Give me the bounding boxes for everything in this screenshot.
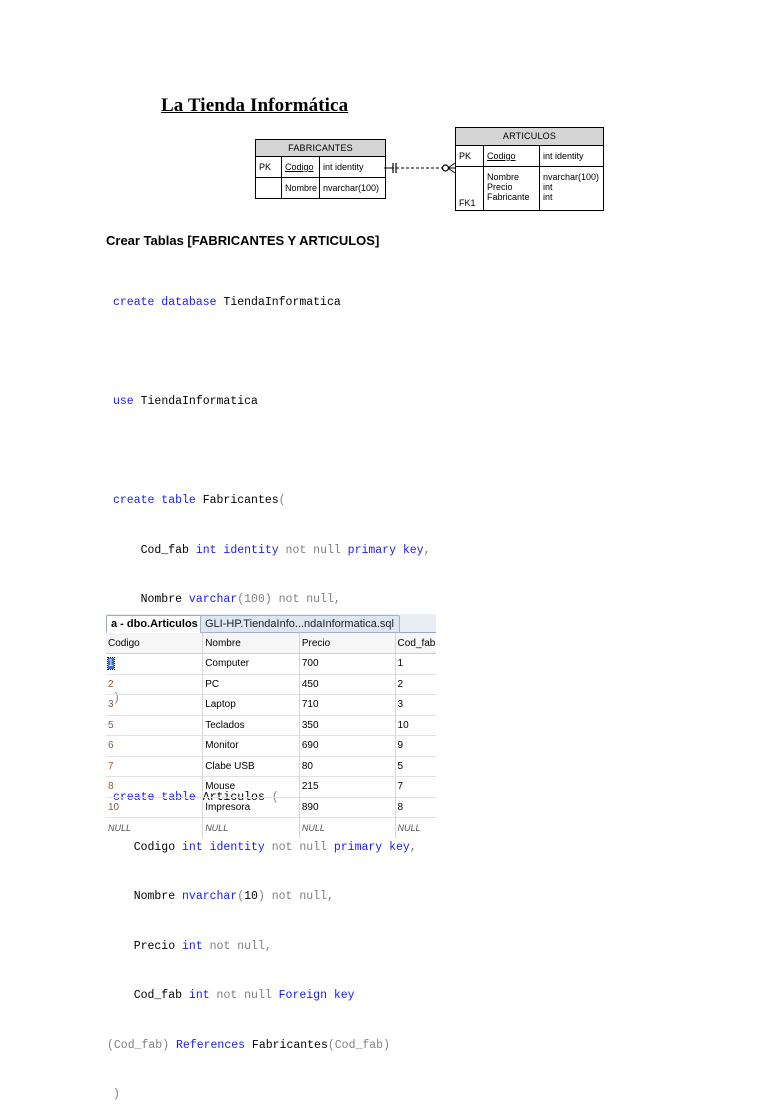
field-cell: Codigo <box>484 146 540 166</box>
sql-identifier: Codigo <box>113 840 183 854</box>
header-row <box>106 633 436 654</box>
cell-null[interactable]: NULL <box>299 818 395 839</box>
cell-nombre[interactable]: Clabe USB <box>203 756 300 777</box>
sql-keyword: References <box>176 1038 246 1052</box>
sql-operator: not null <box>264 840 334 854</box>
sql-operator: (100) not null, <box>237 593 341 606</box>
type-cell <box>540 167 602 210</box>
cell-cod-fab[interactable]: 5 <box>395 756 436 777</box>
sql-operator: ) not null, <box>257 890 334 903</box>
cell-null[interactable]: NULL <box>203 818 300 839</box>
sql-punct: (Cod_fab) <box>107 1038 177 1052</box>
code-line <box>113 1087 431 1104</box>
sql-punct: ( <box>278 494 286 507</box>
cell-cod-fab[interactable]: 2 <box>395 674 436 695</box>
cell-precio[interactable]: 690 <box>299 736 395 757</box>
sql-punct: ( <box>237 890 245 903</box>
results-grid-panel <box>106 614 436 838</box>
sql-keyword: create table <box>113 791 196 804</box>
entity-row <box>456 167 603 210</box>
sql-identifier: TiendaInformatica <box>216 296 341 309</box>
cell-precio[interactable]: 350 <box>299 715 395 736</box>
field-cell <box>484 167 540 210</box>
cell-nombre[interactable]: Monitor <box>203 736 300 757</box>
sql-keyword: create database <box>113 296 217 309</box>
entity-header: ARTICULOS <box>456 128 603 146</box>
table-row <box>106 777 436 798</box>
sql-punct: , <box>409 840 417 854</box>
sql-identifier: Articulos <box>195 791 272 804</box>
field-type: nvarchar(100) <box>543 172 600 182</box>
column-header[interactable]: Precio <box>299 633 395 654</box>
sql-keyword: int identity <box>195 543 279 557</box>
sql-keyword: create table <box>113 494 196 507</box>
sql-keyword: primary key <box>347 543 424 557</box>
table-row <box>106 654 436 675</box>
cell-precio[interactable]: 700 <box>299 654 395 675</box>
field-cell: Codigo <box>282 157 320 177</box>
cell-cod-fab[interactable]: 1 <box>395 654 436 675</box>
cell-nombre[interactable]: PC <box>203 674 300 695</box>
cell-nombre[interactable]: Teclados <box>203 715 300 736</box>
cell-precio[interactable]: 450 <box>299 674 395 695</box>
cell-cod-fab[interactable]: 9 <box>395 736 436 757</box>
sql-keyword: int <box>182 939 203 953</box>
code-line <box>113 592 431 609</box>
field-name: Precio <box>487 182 513 192</box>
code-line <box>113 493 431 510</box>
cell-codigo[interactable]: 7 <box>106 756 203 777</box>
cell-cod-fab[interactable]: 8 <box>395 797 436 818</box>
type-cell: int identity <box>543 151 584 161</box>
sql-keyword: use <box>113 395 134 408</box>
code-line-blank <box>113 444 431 461</box>
cell-cod-fab[interactable]: 3 <box>395 695 436 716</box>
cell-codigo[interactable]: 3 <box>106 695 203 716</box>
cell-codigo[interactable] <box>106 654 203 675</box>
sql-identifier: Fabricantes <box>195 494 279 507</box>
code-line <box>113 543 431 560</box>
key-cell: PK <box>456 146 484 166</box>
cell-nombre[interactable]: Mouse <box>203 777 300 798</box>
cell-nombre[interactable]: Computer <box>203 654 300 675</box>
cell-codigo[interactable]: 8 <box>106 777 203 798</box>
cell-precio[interactable]: 215 <box>299 777 395 798</box>
field-type: int <box>543 182 553 192</box>
column-header[interactable]: Codigo <box>106 633 203 654</box>
tab-sql-query[interactable]: GLI-HP.TiendaInfo...ndaInformatica.sql <box>200 615 400 633</box>
sql-identifier: Nombre <box>113 593 189 606</box>
code-line <box>113 394 431 411</box>
cell-null[interactable]: NULL <box>395 818 436 839</box>
field-name: Fabricante <box>487 192 530 202</box>
table-row <box>106 736 436 757</box>
cell-codigo[interactable]: 5 <box>106 715 203 736</box>
key-cell: FK1 <box>456 167 484 210</box>
cell-codigo[interactable]: 6 <box>106 736 203 757</box>
sql-operator: not null <box>209 989 279 1002</box>
table-row <box>106 715 436 736</box>
code-line <box>113 939 431 956</box>
sql-identifier: Precio <box>113 939 183 953</box>
tab-dbo-articulos[interactable]: a - dbo.Articulos <box>106 615 204 633</box>
type-cell: nvarchar(100) <box>323 183 380 193</box>
articulos-entity <box>455 127 604 211</box>
sql-keyword: int identity <box>182 840 265 854</box>
sql-number: 10 <box>244 890 258 903</box>
sql-punct: ( <box>271 791 279 804</box>
cell-precio[interactable]: 80 <box>299 756 395 777</box>
cell-precio[interactable]: 710 <box>299 695 395 716</box>
column-header[interactable]: Nombre <box>203 633 300 654</box>
sql-identifier: Cod_fab <box>113 989 189 1002</box>
sql-punct: (Cod_fab) <box>327 1038 390 1052</box>
table-row <box>106 695 436 716</box>
cell-cod-fab[interactable]: 7 <box>395 777 436 798</box>
results-table <box>106 633 436 838</box>
sql-keyword: Foreign key <box>278 989 355 1002</box>
entity-row <box>456 146 603 167</box>
code-line <box>113 840 431 857</box>
sql-punct: ) <box>113 1088 120 1101</box>
sql-keyword: nvarchar <box>182 890 238 903</box>
key-cell <box>256 178 282 198</box>
sql-operator: not null, <box>202 939 272 953</box>
table-row-new <box>106 818 436 839</box>
code-line <box>113 889 431 906</box>
sql-identifier: TiendaInformatica <box>133 395 258 408</box>
type-cell: int identity <box>323 162 364 172</box>
key-cell: PK <box>256 157 282 177</box>
sql-keyword: varchar <box>188 593 238 606</box>
sql-keyword: primary key <box>333 840 410 854</box>
cell-null[interactable]: NULL <box>106 818 203 839</box>
entity-row <box>256 157 385 178</box>
sql-punct: ) <box>113 692 120 705</box>
entity-row <box>256 178 385 198</box>
table-row <box>106 797 436 818</box>
page-title: La Tienda Informática <box>161 95 349 116</box>
sql-identifier: Cod_fab <box>113 543 196 557</box>
cell-precio[interactable]: 890 <box>299 797 395 818</box>
cell-nombre[interactable]: Impresora <box>203 797 300 818</box>
relationship-connector <box>384 158 456 178</box>
table-row <box>106 756 436 777</box>
sql-identifier: Nombre <box>113 890 183 903</box>
cell-nombre[interactable]: Laptop <box>203 695 300 716</box>
code-line <box>113 988 431 1005</box>
tab-strip <box>106 614 436 633</box>
column-header[interactable]: Cod_fab <box>395 633 436 654</box>
fabricantes-entity <box>255 139 386 199</box>
section-heading: Crear Tablas [FABRICANTES Y ARTICULOS] <box>106 233 380 248</box>
sql-operator: not null <box>278 543 348 557</box>
code-line <box>113 295 431 312</box>
code-line-blank <box>113 345 431 362</box>
table-row <box>106 674 436 695</box>
sql-keyword: int <box>188 989 210 1002</box>
sql-punct: , <box>423 543 431 557</box>
cell-codigo[interactable]: 2 <box>106 674 203 695</box>
cell-cod-fab[interactable]: 10 <box>395 715 436 736</box>
field-type: int <box>543 192 553 202</box>
cell-codigo[interactable]: 10 <box>106 797 203 818</box>
selected-cell-value: 1 <box>108 658 114 670</box>
sql-identifier: Fabricantes <box>245 1038 328 1052</box>
entity-header: FABRICANTES <box>256 140 385 157</box>
field-name: Nombre <box>487 172 520 182</box>
code-line <box>107 1038 431 1055</box>
field-cell: Nombre <box>282 178 320 198</box>
